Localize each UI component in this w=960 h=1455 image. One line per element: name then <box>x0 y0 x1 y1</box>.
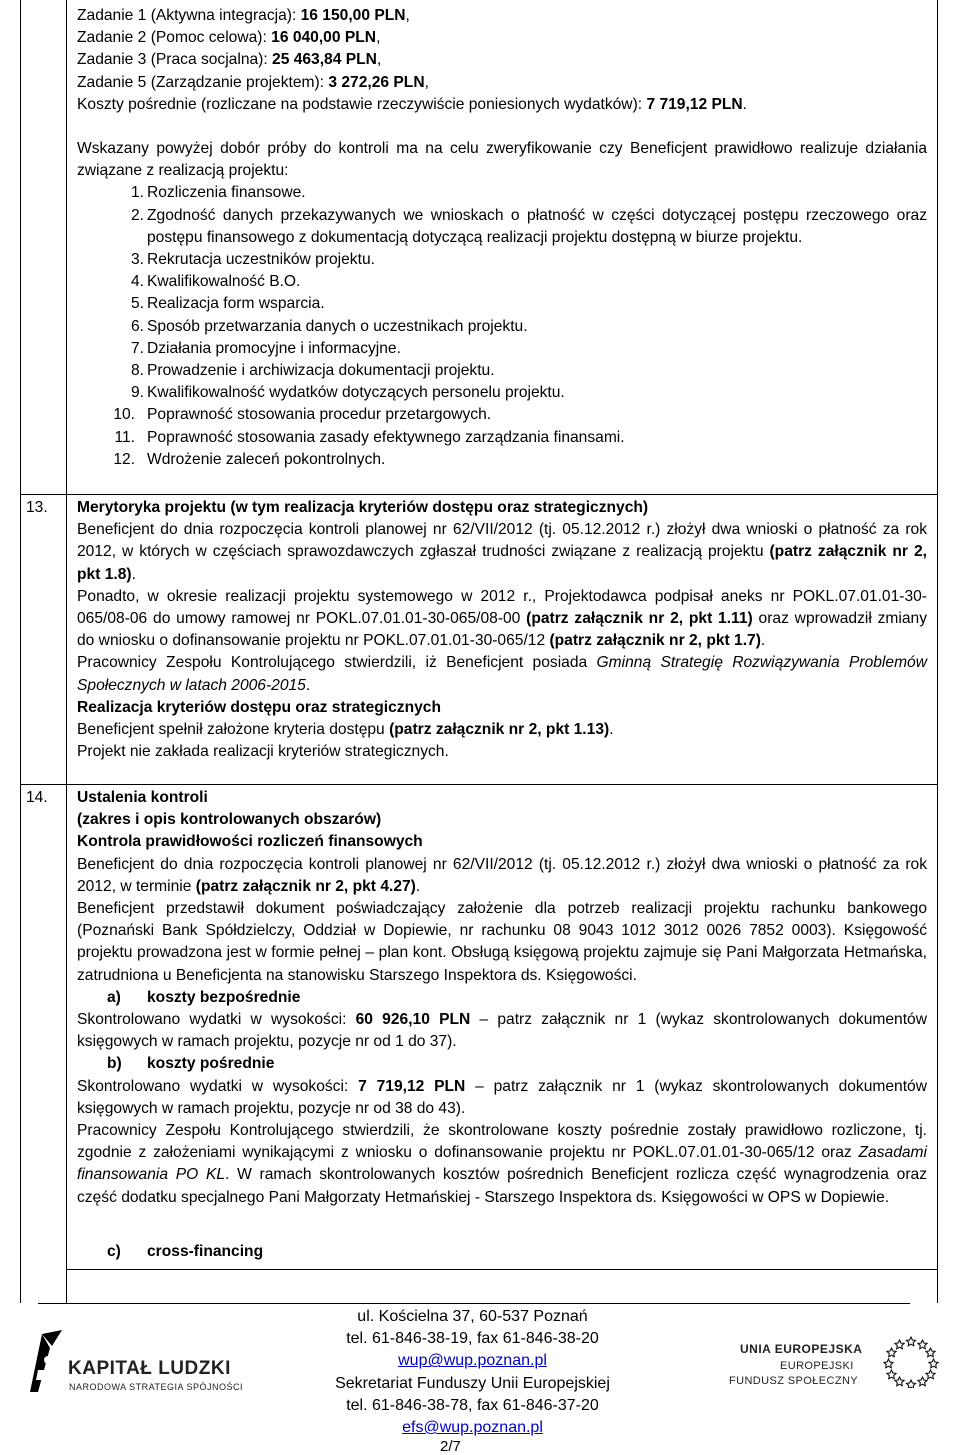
paragraph-text: oraz wprowadził zmiany do wniosku o dofinansowanie projektu nr POKL.07.01.01-30-065/12 <box>77 610 928 650</box>
task-suffix: , <box>424 73 429 91</box>
list-item <box>77 427 927 449</box>
eu-subtitle-2: FUNDUSZ SPOŁECZNY <box>729 1375 859 1387</box>
subsection-letter: c) <box>107 1242 121 1260</box>
eu-logo <box>725 1330 945 1430</box>
page-number: 2/7 <box>440 1438 461 1455</box>
section-13-subtitle: Realizacja kryteriów dostępu oraz strategicznych <box>77 698 441 716</box>
paragraph-text: Pracownicy Zespołu Kontrolującego stwierdzili, iż Beneficjent posiada <box>77 654 597 672</box>
task-2 <box>77 27 927 49</box>
footer-phone-2: tel. 61-846-38-78, fax 61-846-37-20 <box>346 1396 599 1414</box>
section-14 <box>77 787 927 1263</box>
indirect-costs <box>77 94 927 116</box>
direct-costs-heading <box>77 987 927 1009</box>
list-number: 8. <box>130 362 144 380</box>
list-text: Wdrożenie zaleceń pokontrolnych. <box>147 450 386 468</box>
task-amount: 7 719,12 PLN <box>646 95 743 113</box>
section-13-paragraph-5: Projekt nie zakłada realizacji kryteriów strategicznych. <box>77 743 449 761</box>
list-item <box>77 271 927 293</box>
strategy-name: Gminną Strategię Rozwiązywania Problemów Społecznych w latach 2006-2015 <box>77 654 927 694</box>
list-number: 7. <box>130 339 144 357</box>
section-13-paragraph-3: Pracownicy Zespołu Kontrolującego stwierdzili, iż Beneficjent posiada Gminną Strategię Rozwiązywania Problemów Społecznych w latach 2006-2015. <box>77 654 927 694</box>
task-suffix: , <box>376 51 382 69</box>
indirect-costs-paragraph <box>77 1076 927 1120</box>
paragraph-text: Ponadto, w okresie realizacji projektu systemowego w 2012 r., Projektodawca podpisał aneks nr POKL.07.01.01-30-065/08-06 do umowy ramowej nr POKL.07.01.01-30-065/08-00 <box>77 587 927 628</box>
attachment-reference: (patrz załącznik nr 2, pkt 4.27) <box>195 877 416 895</box>
list-item <box>77 404 927 426</box>
eu-subtitle-1: EUROPEJSKI <box>780 1360 854 1372</box>
task-label: Koszty pośrednie (rozliczane na podstawie rzeczywiście poniesionych wydatków): <box>77 95 647 113</box>
section-14-title: Ustalenia kontroli <box>77 789 208 806</box>
task-label: Zadanie 5 (Zarządzanie projektem): <box>77 73 329 91</box>
footer-address: ul. Kościelna 37, 60-537 Poznań <box>357 1308 588 1325</box>
list-number: 12. <box>113 450 135 468</box>
list-number: 10. <box>113 406 135 424</box>
list-number: 9. <box>130 384 144 402</box>
kl-subtitle: NARODOWA STRATEGIA SPÓJNOŚCI <box>69 1382 244 1392</box>
kl-title: KAPITAŁ LUDZKI <box>68 1358 231 1379</box>
list-item <box>77 293 927 315</box>
eu-title: UNIA EUROPEJSKA <box>740 1342 863 1356</box>
section-number-14: 14. <box>26 789 48 806</box>
list-number: 3. <box>130 251 144 269</box>
paragraph-text: Beneficjent do dnia rozpoczęcia kontroli planowej nr 62/VII/2012 (tj. 05.12.2012 r.) złożył dwa wnioski o płatność za rok 2012, w których w częściach sprawozdawczych zgłaszał trudności związane z realizacją projektu <box>77 521 927 561</box>
list-number: 5. <box>130 295 144 313</box>
list-text: Prowadzenie i archiwizacja dokumentacji projektu. <box>147 362 495 380</box>
section-13-paragraph-4: Beneficjent spełnił założone kryteria dostępu (patrz załącznik nr 2, pkt 1.13). <box>77 721 614 739</box>
direct-costs-paragraph <box>77 1009 927 1053</box>
list-number: 1. <box>130 184 144 202</box>
rules-name: Zasadami finansowania PO KL <box>77 1144 927 1184</box>
task-suffix: , <box>376 29 381 47</box>
footer-secretariat: Sekretariat Funduszy Unii Europejskiej <box>335 1374 610 1392</box>
paragraph-text: Beneficjent spełnił założone kryteria dostępu <box>77 721 390 739</box>
subsection-letter: b) <box>107 1055 122 1073</box>
task-3 <box>77 49 927 71</box>
attachment-reference: (patrz załącznik nr 2, pkt 1.8) <box>77 543 927 583</box>
task-amount: 3 272,26 PLN <box>328 73 425 91</box>
list-number: 2. <box>130 206 144 224</box>
list-number: 6. <box>130 317 144 335</box>
amount: 7 719,12 PLN <box>358 1077 466 1095</box>
task-amounts <box>77 5 927 116</box>
cross-financing-heading <box>77 1241 927 1263</box>
financial-control-heading: Kontrola prawidłowości rozliczeń finansowych <box>77 833 423 851</box>
section-number-13: 13. <box>26 499 48 516</box>
footer-email-1[interactable]: wup@wup.poznan.pl <box>398 1352 547 1370</box>
list-item <box>77 360 927 382</box>
list-text: Realizacja form wsparcia. <box>147 295 325 313</box>
continued-section <box>77 5 927 471</box>
attachment-reference: (patrz załącznik nr 2, pkt 1.7) <box>549 632 761 650</box>
list-text: Kwalifikowalność wydatków dotyczących personelu projektu. <box>147 384 565 402</box>
list-number: 11. <box>114 428 135 446</box>
list-item <box>77 205 927 249</box>
section-14-paragraph-2: Beneficjent przedstawił dokument poświadczający założenie dla potrzeb realizacji projektu rachunku bankowego (Poznański Bank Spółdzielczy, Oddział w Dopiewie, nr rachunku 08 9043 1012 3012 0026 7852 0003). Księgowość projektu prowadzona jest w formie pełnej – plan kont. Obsługą księgową projektu zajmuje się Pani Małgorzata Hetmańska, zatrudniona u Beneficjenta na stanowisku Starszego Inspektora ds. Księgowości. <box>77 900 927 984</box>
list-item <box>77 382 927 404</box>
subsection-letter: a) <box>107 988 121 1006</box>
section-13-title: Merytoryka projektu (w tym realizacja kryteriów dostępu oraz strategicznych) <box>77 499 649 516</box>
footer-email-2[interactable]: efs@wup.poznan.pl <box>402 1419 543 1437</box>
task-suffix: . <box>742 95 748 113</box>
table-right-border <box>937 0 938 1303</box>
indirect-costs-paragraph-2 <box>77 1120 927 1209</box>
table-left-border <box>20 0 21 1303</box>
list-text: Zgodność danych przekazywanych we wnioskach o płatność w części dotyczącej postępu rzeczowego oraz postępu finansowego z dokumentacją dotyczącą realizacji projektu dostępną w biurze projektu. <box>147 206 927 246</box>
task-label: Zadanie 3 (Praca socjalna): <box>77 51 273 69</box>
task-amount: 16 150,00 PLN <box>300 7 406 24</box>
row-divider-13 <box>20 494 938 495</box>
paragraph-text: . W ramach skontrolowanych kosztów pośrednich Beneficjent rozlicza część wynagrodzenia oraz część dodatku specjalnego Pani Małgorzaty Hetmańskiej - Starszego Inspektora ds. Księgowości w OPS w Dopiewie. <box>77 1166 928 1206</box>
subsection-title: koszty bezpośrednie <box>147 988 301 1006</box>
footer-phone-1: tel. 61-846-38-19, fax 61-846-38-20 <box>346 1330 599 1348</box>
task-1 <box>77 5 927 27</box>
inner-divider <box>66 1269 938 1270</box>
kapital-ludzki-logo <box>28 1330 258 1430</box>
list-item <box>77 316 927 338</box>
task-amount: 16 040,00 PLN <box>271 29 377 47</box>
list-item <box>77 249 927 271</box>
list-item <box>77 338 927 360</box>
list-item <box>77 449 927 471</box>
indirect-costs-heading <box>77 1053 927 1075</box>
task-suffix: , <box>405 7 410 24</box>
list-text: Działania promocyjne i informacyjne. <box>147 339 401 357</box>
paragraph-text: Beneficjent do dnia rozpoczęcia kontroli planowej nr 62/VII/2012 (tj. 05.12.2012 r.) złożył dwa wnioski o płatność za rok 2012, w terminie <box>77 855 927 895</box>
sample-intro: Wskazany powyżej dobór próby do kontroli ma na celu zweryfikowanie czy Beneficjent prawidłowo realizuje działania związane z realizacją projektu: <box>77 140 927 180</box>
eu-stars-icon <box>883 1332 939 1388</box>
list-text: Kwalifikowalność B.O. <box>147 273 301 291</box>
amount: 60 926,10 PLN <box>355 1011 471 1029</box>
task-label: Zadanie 1 (Aktywna integracja): <box>77 7 301 24</box>
attachment-reference: (patrz załącznik nr 2, pkt 1.13) <box>389 721 610 739</box>
subsection-title: cross-financing <box>147 1242 264 1260</box>
task-amount: 25 463,84 PLN <box>272 51 377 69</box>
paragraph-text: Skontrolowano wydatki w wysokości: <box>77 1077 359 1095</box>
kapital-ludzki-emblem-icon <box>28 1330 64 1394</box>
section-13-paragraph-1: Beneficjent do dnia rozpoczęcia kontroli planowej nr 62/VII/2012 (tj. 05.12.2012 r.) złożył dwa wnioski o płatność za rok 2012, w których w częściach sprawozdawczych zgłaszał trudności związane z realizacją projektu (patrz załącznik nr 2, pkt 1.8). <box>77 521 927 583</box>
list-text: Rozliczenia finansowe. <box>147 184 306 202</box>
footer-contact <box>300 1306 645 1439</box>
paragraph-text: – patrz załącznik nr 1 (wykaz skontrolowanych dokumentów księgowych w ramach projektu, pozycje nr od 1 do 37). <box>77 1011 927 1051</box>
section-14-subtitle: (zakres i opis kontrolowanych obszarów) <box>77 811 382 829</box>
list-number: 4. <box>130 273 144 291</box>
paragraph-text: Skontrolowano wydatki w wysokości: <box>77 1011 356 1029</box>
task-5 <box>77 72 927 94</box>
table-number-column-border <box>66 0 67 1303</box>
section-14-paragraph-1: Beneficjent do dnia rozpoczęcia kontroli planowej nr 62/VII/2012 (tj. 05.12.2012 r.) złożył dwa wnioski o płatność za rok 2012, w terminie (patrz załącznik nr 2, pkt 4.27). <box>77 855 927 895</box>
control-areas-list <box>77 182 927 471</box>
list-text: Poprawność stosowania procedur przetargowych. <box>147 406 492 424</box>
task-label: Zadanie 2 (Pomoc celowa): <box>77 29 272 47</box>
list-text: Sposób przetwarzania danych o uczestnikach projektu. <box>147 317 528 335</box>
list-text: Rekrutacja uczestników projektu. <box>147 251 375 269</box>
row-divider-14 <box>20 784 938 785</box>
list-text: Poprawność stosowania zasady efektywnego zarządzania finansami. <box>147 428 625 446</box>
section-13 <box>77 497 927 763</box>
paragraph-text: – patrz załącznik nr 1 (wykaz skontrolowanych dokumentów księgowych w ramach projektu, pozycje nr od 38 do 43). <box>77 1077 927 1117</box>
paragraph-text: Pracownicy Zespołu Kontrolującego stwierdzili, że skontrolowane koszty pośrednie zostały prawidłowo rozliczone, tj. zgodnie z założeniami wynikającymi z wniosku o dofinansowanie projektu nr POKL.07.01.01-30-065/12 oraz <box>77 1122 927 1162</box>
subsection-title: koszty pośrednie <box>147 1055 275 1073</box>
list-item <box>77 182 927 204</box>
attachment-reference: (patrz załącznik nr 2, pkt 1.11) <box>526 610 753 628</box>
section-13-paragraph-2: Ponadto, w okresie realizacji projektu systemowego w 2012 r., Projektodawca podpisał aneks nr POKL.07.01.01-30-065/08-06 do umowy ramowej nr POKL.07.01.01-30-065/08-00 (patrz załącznik nr 2, pkt 1.11) oraz wprowadził zmiany do wniosku o dofinansowanie projektu nr POKL.07.01.01-30-065/12 (patrz załącznik nr 2, pkt 1.7). <box>77 587 928 650</box>
footer-divider <box>38 1303 910 1304</box>
